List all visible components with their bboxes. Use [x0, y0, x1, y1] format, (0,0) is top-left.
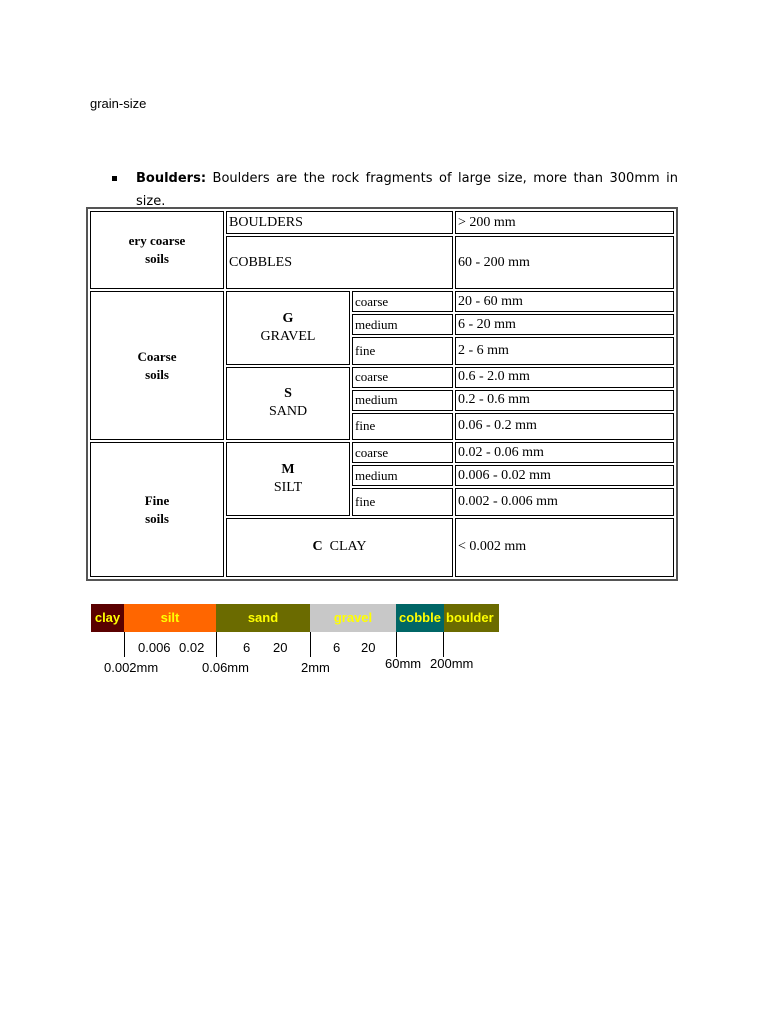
scale-lower-label: 2mm	[301, 660, 330, 675]
scale-tick-200	[443, 632, 444, 657]
bullet-text: Boulders are the rock fragments of large size, more than 300mm in size.	[136, 171, 678, 209]
gravel-name: GRAVEL	[260, 328, 316, 344]
silt-name: SILT	[273, 479, 303, 495]
page-heading: grain-size	[90, 96, 147, 111]
scale-lower-label: 60mm	[385, 656, 422, 671]
sand-letter: S	[284, 386, 292, 402]
very-coarse-soils-cell: ery coarse soils	[90, 211, 224, 289]
scale-segment-gravel: gravel	[310, 604, 396, 632]
sand-group-cell	[226, 367, 350, 441]
silt-fine-range: 0.002 - 0.006 mm	[455, 488, 674, 515]
coarse-soils-line2: soils	[145, 366, 169, 382]
silt-medium-range: 0.006 - 0.02 mm	[455, 465, 674, 486]
fine-soils-cell	[90, 442, 224, 577]
grain-size-table	[86, 207, 678, 581]
sand-fine-range: 0.06 - 0.2 mm	[455, 413, 674, 440]
scale-tick-0.06	[216, 632, 217, 657]
scale-lower-label: 200mm	[430, 656, 474, 671]
gravel-group-cell	[226, 291, 350, 365]
gravel-medium-range: 6 - 20 mm	[455, 314, 674, 335]
coarse-soils-cell	[90, 291, 224, 440]
gravel-fine-range: 2 - 6 mm	[455, 337, 674, 364]
scale-upper-label: 20	[361, 640, 376, 655]
sand-fine-label: fine	[352, 413, 453, 440]
scale-lower-label: 0.002mm	[104, 660, 159, 675]
clay-group-cell	[226, 518, 453, 577]
scale-upper-label: 0.02	[179, 640, 205, 655]
sand-coarse-label: coarse	[352, 367, 453, 388]
clay-letter: C	[312, 539, 323, 555]
cobbles-name: COBBLES	[226, 236, 453, 289]
silt-coarse-range: 0.02 - 0.06 mm	[455, 442, 674, 463]
gravel-coarse-range: 20 - 60 mm	[455, 291, 674, 312]
sand-medium-range: 0.2 - 0.6 mm	[455, 390, 674, 411]
scale-segment-silt: silt	[124, 604, 216, 632]
scale-segment-boulder: boulder	[444, 604, 499, 632]
bullet-term: Boulders:	[136, 171, 207, 186]
grain-size-scale-bar	[91, 604, 499, 632]
scale-tick-2	[310, 632, 311, 657]
scale-upper-label: 20	[273, 640, 288, 655]
gravel-medium-label: medium	[352, 314, 453, 335]
sand-medium-label: medium	[352, 390, 453, 411]
clay-name: CLAY	[329, 539, 367, 555]
scale-upper-label: 6	[333, 640, 341, 655]
scale-lower-label: 0.06mm	[202, 660, 249, 675]
cobbles-range: 60 - 200 mm	[455, 236, 674, 289]
scale-tick-0.002	[124, 632, 125, 657]
silt-medium-label: medium	[352, 465, 453, 486]
silt-fine-label: fine	[352, 488, 453, 515]
boulders-range: > 200 mm	[455, 211, 674, 234]
silt-group-cell	[226, 442, 350, 516]
gravel-coarse-label: coarse	[352, 291, 453, 312]
coarse-soils-line1: Coarse	[137, 348, 177, 364]
gravel-fine-label: fine	[352, 337, 453, 364]
gravel-letter: G	[282, 310, 294, 326]
fine-soils-line1: Fine	[144, 492, 170, 508]
silt-letter: M	[281, 461, 295, 477]
sand-coarse-range: 0.6 - 2.0 mm	[455, 367, 674, 388]
clay-range: < 0.002 mm	[455, 518, 674, 577]
bullet-square-icon	[112, 176, 117, 181]
scale-segment-cobble: cobble	[396, 604, 444, 632]
scale-tick-60	[396, 632, 397, 657]
boulders-name: BOULDERS	[226, 211, 453, 234]
fine-soils-line2: soils	[145, 510, 169, 526]
scale-segment-sand: sand	[216, 604, 310, 632]
scale-upper-label: 6	[243, 640, 251, 655]
sand-name: SAND	[268, 404, 308, 420]
scale-segment-clay: clay	[91, 604, 124, 632]
silt-coarse-label: coarse	[352, 442, 453, 463]
scale-upper-label: 0.006	[138, 640, 171, 655]
